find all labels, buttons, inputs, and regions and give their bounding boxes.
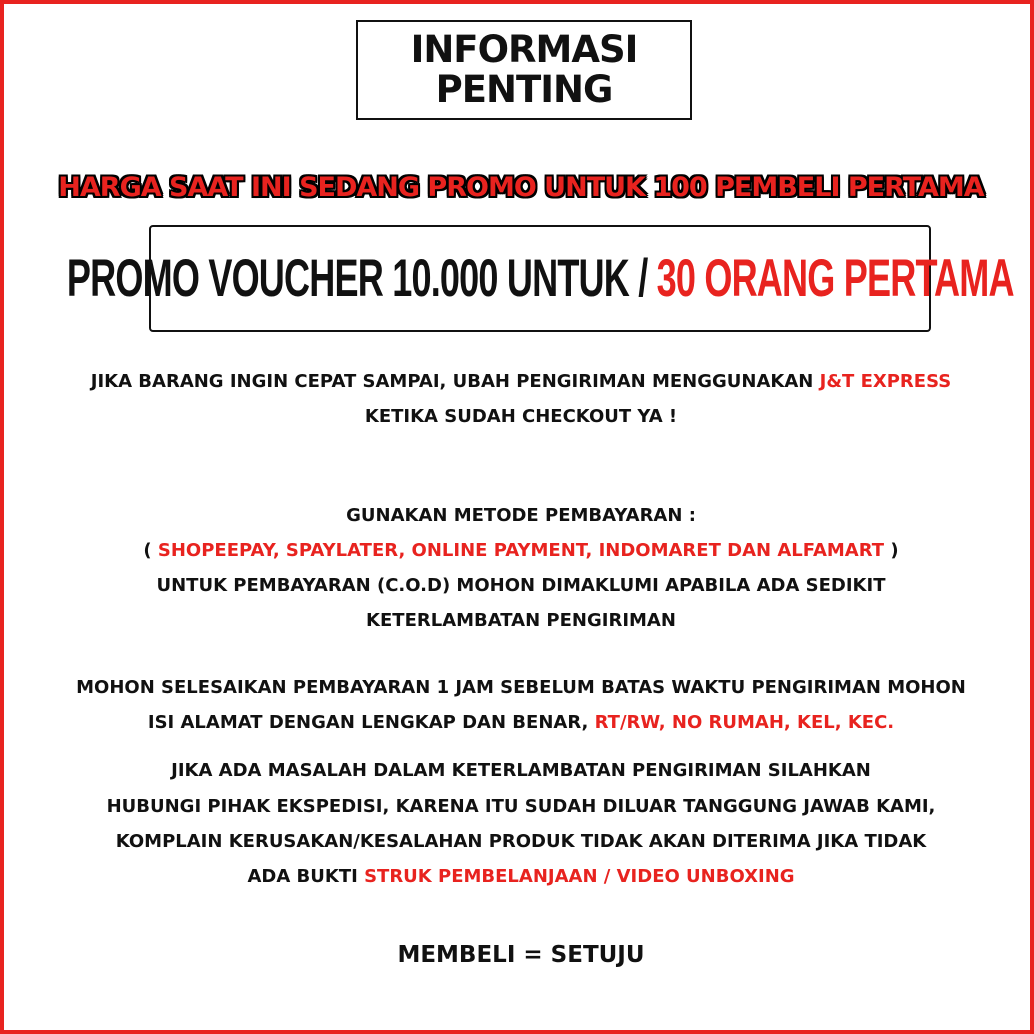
address-line-2 [4,712,1034,733]
voucher-text [67,249,1014,309]
shipping-line-1-text: JIKA BARANG INGIN CEPAT SAMPAI, UBAH PENGIRIMAN MENGGUNAKAN [90,371,820,392]
promo-banner: HARGA SAAT INI SEDANG PROMO UNTUK 100 PEMBELI PERTAMA [58,172,984,203]
complaint-line-4-text: ADA BUKTI [247,866,365,887]
complaint-line-3: KOMPLAIN KERUSAKAN/KESALAHAN PRODUK TIDAK AKAN DITERIMA JIKA TIDAK [115,831,927,852]
complaint-line-1: JIKA ADA MASALAH DALAM KETERLAMBATAN PENGIRIMAN SILAHKAN [171,760,871,781]
payment-paren-close: ) [884,540,899,561]
payment-line-2 [4,540,1034,561]
payment-line-1: GUNAKAN METODE PEMBAYARAN : [346,505,696,526]
voucher-text-red: 30 ORANG PERTAMA [656,248,1014,308]
payment-line-3: UNTUK PEMBAYARAN (C.O.D) MOHON DIMAKLUMI APABILA ADA SEDIKIT [156,575,886,596]
payment-line-4: KETERLAMBATAN PENGIRIMAN [366,610,676,631]
shipping-courier: J&T EXPRESS [819,371,952,392]
complaint-line-4 [4,866,1034,887]
complaint-line-2: HUBUNGI PIHAK EKSPEDISI, KARENA ITU SUDAH DILUAR TANGGUNG JAWAB KAMI, [106,796,936,817]
shipping-line-1 [4,371,1034,392]
payment-methods: SHOPEEPAY, SPAYLATER, ONLINE PAYMENT, INDOMARET DAN ALFAMART [157,540,885,561]
voucher-text-black: PROMO VOUCHER 10.000 UNTUK / [66,248,657,308]
complaint-proof: STRUK PEMBELANJAAN / VIDEO UNBOXING [364,866,795,887]
address-line-1: MOHON SELESAIKAN PEMBAYARAN 1 JAM SEBELUM BATAS WAKTU PENGIRIMAN MOHON [76,677,966,698]
agreement-text: MEMBELI = SETUJU [397,942,645,968]
address-required-fields: RT/RW, NO RUMAH, KEL, KEC. [594,712,895,733]
title-box [356,20,692,120]
shipping-line-2: KETIKA SUDAH CHECKOUT YA ! [364,406,678,427]
payment-paren-open: ( [143,540,158,561]
title-line-2: PENTING [435,68,613,111]
title-line-1: INFORMASI [410,28,638,71]
address-line-2-text: ISI ALAMAT DENGAN LENGKAP DAN BENAR, [147,712,595,733]
voucher-box [66,225,1014,332]
